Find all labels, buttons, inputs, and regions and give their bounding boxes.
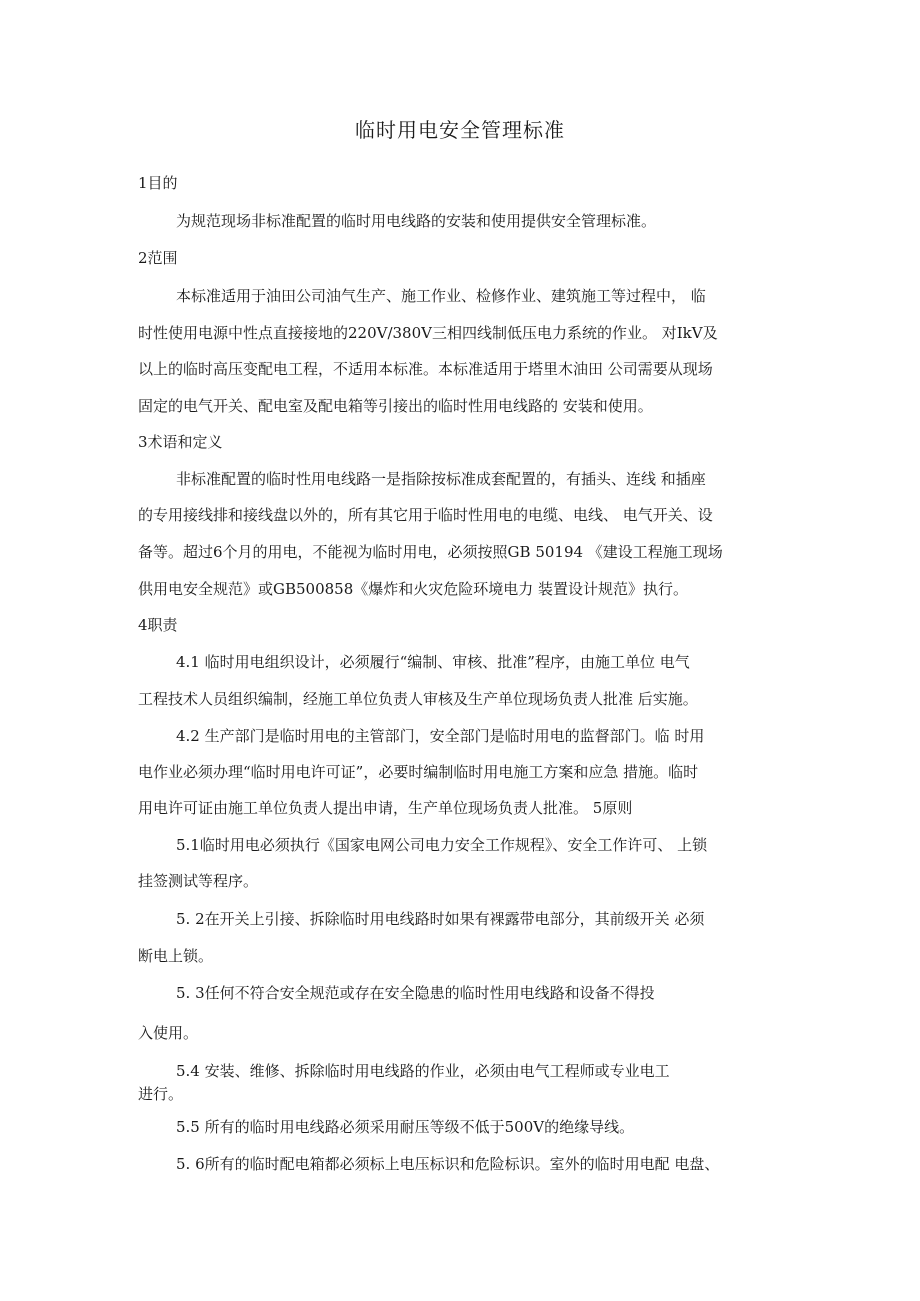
document-title: 临时用电安全管理标准: [355, 118, 565, 142]
section-heading-responsibilities: 4职责: [138, 616, 178, 634]
paragraph-line: 的专用接线排和接线盘以外的，所有其它用于临时性用电的电缆、电线、 电气开关、设: [138, 506, 713, 524]
paragraph-line: 5.5 所有的临时用电线路必须采用耐压等级不低于500V的绝缘导线。: [176, 1118, 635, 1136]
paragraph-line: 用电许可证由施工单位负责人提出申请，生产单位现场负责人批准。 5原则: [138, 799, 633, 817]
paragraph-line: 时性使用电源中性点直接接地的220V/380V三相四线制低压电力系统的作业。 对IkV及: [138, 324, 718, 342]
paragraph-line: 4.1 临时用电组织设计，必须履行“编制、审核、批准”程序，由施工单位 电气: [176, 653, 690, 671]
paragraph-line: 工程技术人员组织编制，经施工单位负责人审核及生产单位现场负责人批准 后实施。: [138, 690, 698, 708]
paragraph-line: 固定的电气开关、配电室及配电箱等引接出的临时性用电线路的 安装和使用。: [138, 397, 653, 415]
paragraph-line: 电作业必须办理“临时用电许可证”，必要时编制临时用电施工方案和应急 措施。临时: [138, 763, 699, 781]
paragraph-line: 5.4 安装、维修、拆除临时用电线路的作业，必须由电气工程师或专业电工: [176, 1062, 670, 1080]
section-heading-purpose: 1目的: [138, 174, 178, 192]
paragraph-line: 本标准适用于油田公司油气生产、施工作业、检修作业、建筑施工等过程中， 临: [176, 287, 706, 305]
section-heading-terms: 3术语和定义: [138, 433, 223, 451]
paragraph-line: 入使用。: [138, 1024, 199, 1042]
paragraph-line: 供用电安全规范》或GB500858《爆炸和火灾危险环境电力 装置设计规范》执行。: [138, 580, 689, 598]
paragraph-line: 备等。超过6个月的用电，不能视为临时用电，必须按照GB 50194 《建设工程施工现场: [138, 543, 723, 561]
paragraph-line: 5. 3任何不符合安全规范或存在安全隐患的临时性用电线路和设备不得投: [176, 984, 655, 1002]
paragraph-line: 挂签测试等程序。: [138, 872, 259, 890]
paragraph-line: 为规范现场非标准配置的临时用电线路的安装和使用提供安全管理标准。: [176, 212, 657, 230]
paragraph-line: 以上的临时高压变配电工程，不适用本标准。本标准适用于塔里木油田 公司需要从现场: [138, 360, 713, 378]
paragraph-line: 非标准配置的临时性用电线路一是指除按标准成套配置的，有插头、连线 和插座: [176, 470, 706, 488]
paragraph-line: 4.2 生产部门是临时用电的主管部门，安全部门是临时用电的监督部门。临 时用: [176, 727, 705, 745]
paragraph-line: 5.1临时用电必须执行《国家电网公司电力安全工作规程》、安全工作许可、 上锁: [176, 836, 708, 854]
paragraph-line: 5. 2在开关上引接、拆除临时用电线路时如果有裸露带电部分，其前级开关 必须: [176, 910, 705, 928]
paragraph-line: 断电上锁。: [138, 947, 214, 965]
paragraph-line: 5. 6所有的临时配电箱都必须标上电压标识和危险标识。室外的临时用电配 电盘、: [176, 1155, 720, 1173]
paragraph-line: 进行。: [138, 1085, 184, 1103]
section-heading-scope: 2范围: [138, 249, 178, 267]
